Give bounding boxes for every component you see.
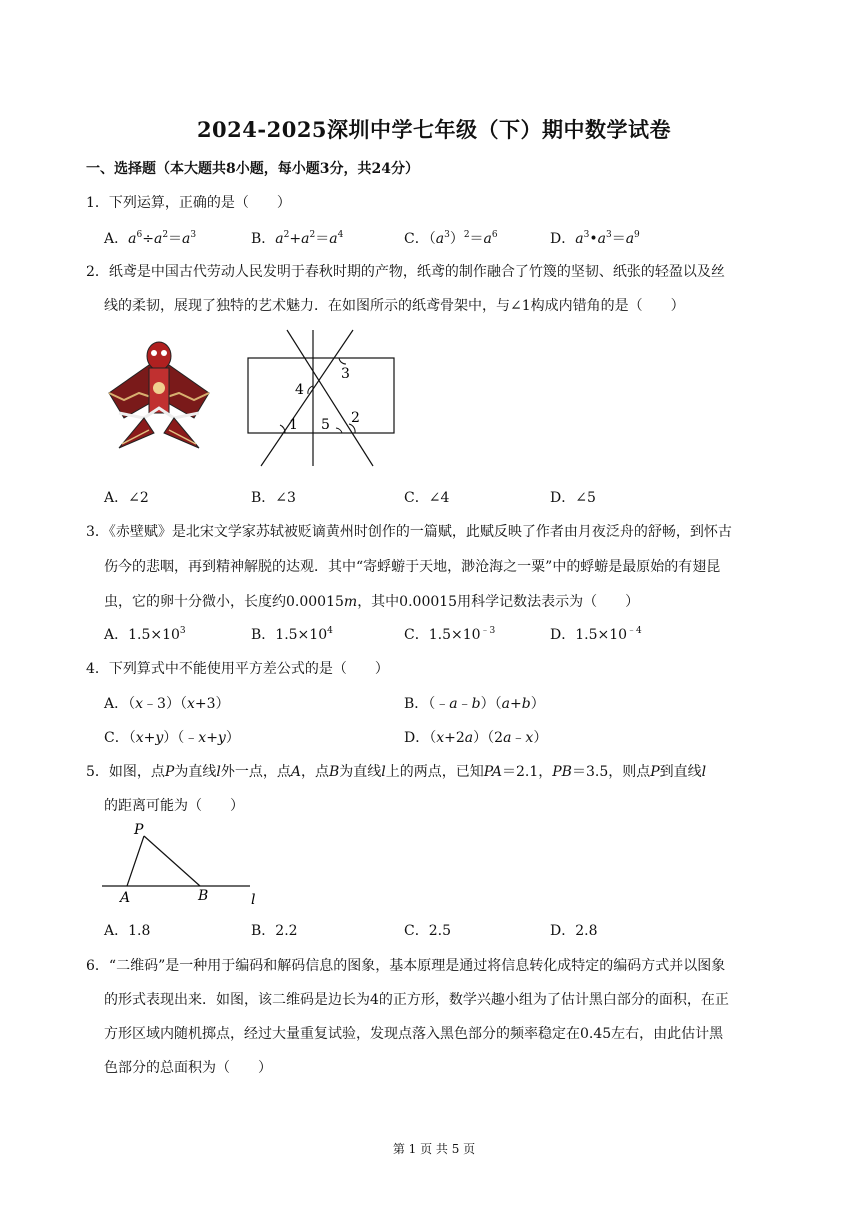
- page-footer: 第 1 页 共 5 页: [392, 1142, 476, 1156]
- line-l-label: l: [251, 892, 256, 908]
- point-b-label: B: [198, 888, 209, 904]
- q6-line1: 6．“二维码”是一种用于编码和解码信息的图象，基本原理是通过将信息转化成特定的编码方式并以图象: [86, 958, 726, 974]
- q5-line2: 的距离可能为（ ）: [104, 798, 244, 814]
- q1-option-b: B．$a^2+a^2=a^4$: [251, 230, 344, 247]
- q6-line4: 色部分的总面积为（ ）: [104, 1060, 272, 1076]
- q2-option-a: A．∠2: [104, 490, 149, 506]
- angle-label-5: 5: [321, 417, 330, 433]
- q5-option-d: D．2.8: [550, 923, 598, 939]
- q3-option-b: B．$1.5\times 10^4$: [251, 626, 333, 643]
- q5-line1: 5．如图，点P为直线l外一点，点A，点B为直线l上的两点，已知PA＝2.1，PB＝3.5，则点P到直线l: [86, 764, 707, 780]
- kite-image: [104, 338, 214, 450]
- q5-option-a: A．1.8: [104, 923, 151, 939]
- q6-line2: 的形式表现出来．如图，该二维码是边长为4的正方形，数学兴趣小组为了估计黑白部分的面积，在正: [104, 992, 729, 1008]
- q4-option-b: B．（﹣a﹣b）（a+b）: [404, 696, 545, 712]
- q3-option-d: D．$1.5\times 10^{﹣4}$: [550, 626, 642, 643]
- point-a-label: A: [120, 890, 131, 906]
- line-point-figure: [100, 818, 265, 910]
- section-heading: 一、选择题（本大题共8小题，每小题3分，共24分）: [86, 161, 419, 177]
- angle-label-4: 4: [295, 382, 304, 398]
- q1-stem: 1．下列运算，正确的是（ ）: [86, 195, 291, 211]
- q2-line1: 2．纸鸢是中国古代劳动人民发明于春秋时期的产物，纸鸢的制作融合了竹篾的坚韧、纸张的轻盈以及丝: [86, 264, 725, 280]
- q5-option-c: C．2.5: [404, 923, 451, 939]
- q3-line1: 3．《赤壁赋》是北宋文学家苏轼被贬谪黄州时创作的一篇赋，此赋反映了作者由月夜泛舟的舒畅，到怀古: [86, 524, 732, 540]
- q4-option-a: A．（x﹣3）（x+3）: [104, 696, 230, 712]
- kite-skeleton-figure: [245, 328, 397, 468]
- angle-label-1: 1: [289, 417, 298, 433]
- q3-line3: 虫，它的卵十分微小，长度约0.00015m，其中0.00015用科学记数法表示为（ ）: [104, 594, 640, 610]
- q4-stem: 4．下列算式中不能使用平方差公式的是（ ）: [86, 661, 389, 677]
- q6-line3: 方形区域内随机掷点，经过大量重复试验，发现点落入黑色部分的频率稳定在0.45左右，由此估计黑: [104, 1026, 724, 1042]
- q2-option-b: B．∠3: [251, 490, 296, 506]
- point-p-label: P: [134, 822, 144, 838]
- q1-option-c: C．$(a^3)^2=a^6$: [404, 230, 498, 247]
- page-title: 2024-2025深圳中学七年级（下）期中数学试卷: [196, 117, 672, 142]
- q2-line2: 线的柔韧，展现了独特的艺术魅力．在如图所示的纸鸢骨架中，与∠1构成内错角的是（ ）: [104, 298, 685, 314]
- angle-label-3: 3: [341, 366, 350, 382]
- q1-option-d: D．$a^3•a^3=a^9$: [550, 230, 640, 247]
- q1-option-a: A．$a^6\div a^2=a^3$: [104, 230, 197, 247]
- q4-option-d: D．（x+2a）（2a﹣x）: [404, 730, 548, 746]
- q2-option-c: C．∠4: [404, 490, 450, 506]
- q3-option-c: C．$1.5\times 10^{﹣3}$: [404, 626, 496, 643]
- q5-option-b: B．2.2: [251, 923, 298, 939]
- q2-option-d: D．∠5: [550, 490, 596, 506]
- angle-label-2: 2: [351, 410, 360, 426]
- q4-option-c: C．（x+y）（﹣x+y）: [104, 730, 240, 746]
- q3-option-a: A．$1.5\times 10^3$: [104, 626, 186, 643]
- q3-line2: 伤今的悲咽，再到精神解脱的达观．其中“寄蜉蝣于天地，渺沧海之一粟”中的蜉蝣是最原始的有翅昆: [104, 559, 721, 575]
